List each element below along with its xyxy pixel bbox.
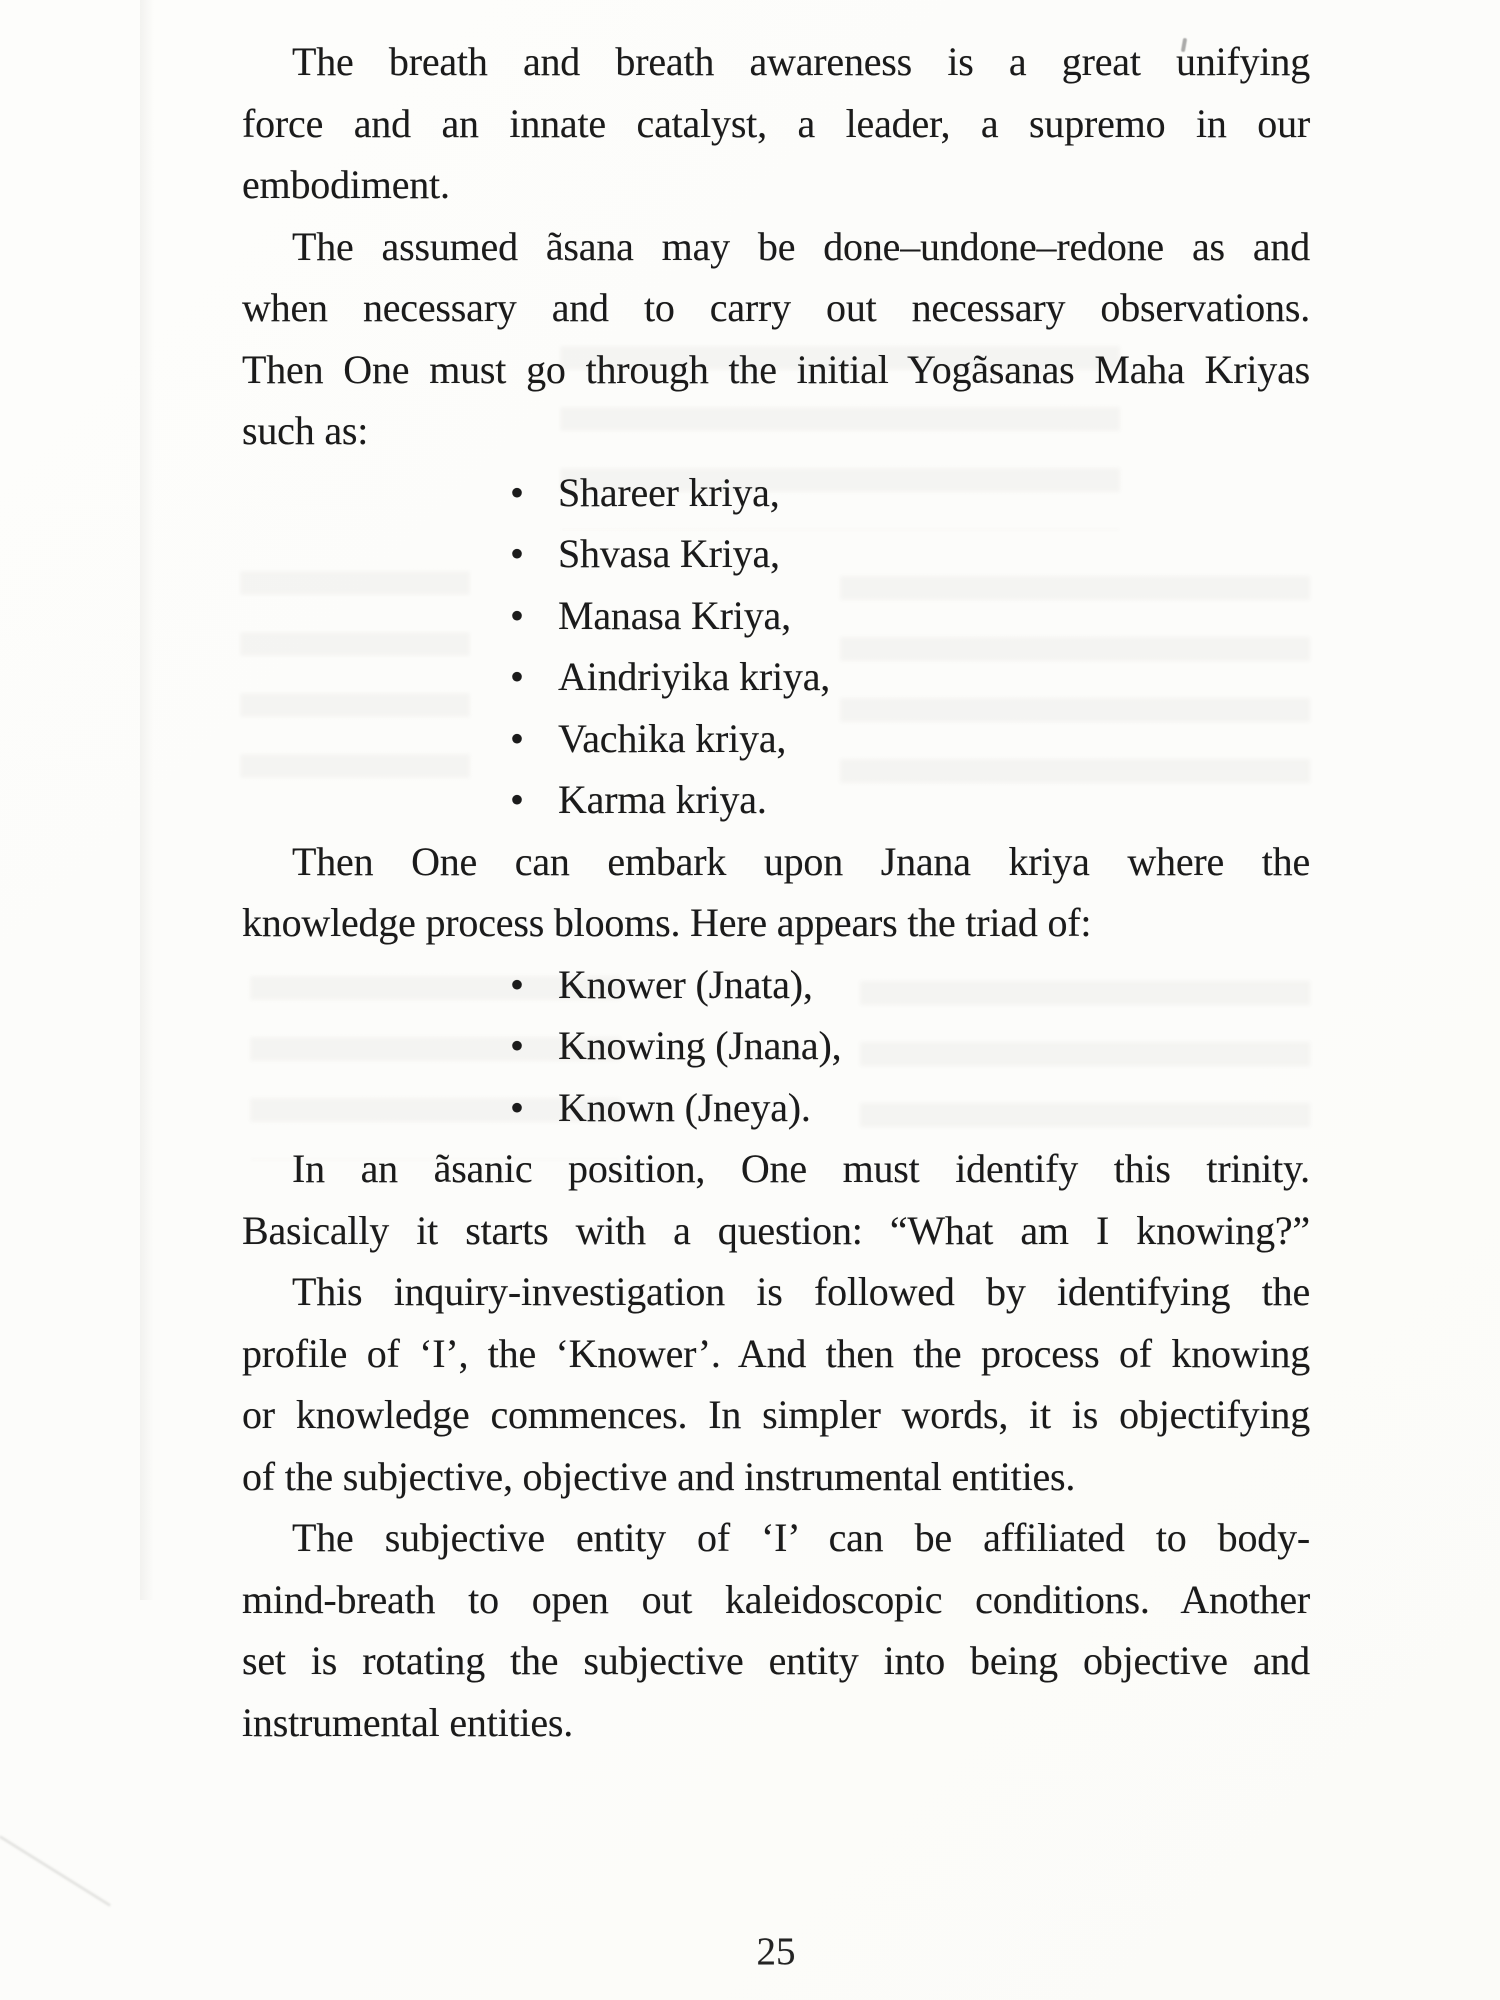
text-line: The assumed ãsana may be done–undone–redone as and <box>292 223 1310 269</box>
bullet-icon: • <box>510 531 524 576</box>
text-line: The breath and breath awareness is a great unifying <box>292 39 1310 84</box>
scan-scratch-artifact <box>0 1836 111 1907</box>
list-item <box>242 462 1310 524</box>
list-item <box>242 769 1310 831</box>
bullet-icon: • <box>510 715 524 761</box>
bullet-icon: • <box>510 1023 524 1068</box>
list-item <box>242 708 1310 770</box>
paragraph <box>242 1507 1310 1753</box>
list-item <box>242 646 1310 708</box>
paragraph <box>242 831 1310 954</box>
text-column <box>242 31 1310 1753</box>
list-item-text: Shareer kriya, <box>558 469 780 515</box>
list-item-text: Known (Jneya). <box>558 1084 811 1130</box>
text-line: such as: <box>242 408 369 453</box>
list-item-text: Knowing (Jnana), <box>558 1023 842 1068</box>
text-line: when necessary and to carry out necessary observations. <box>242 285 1310 330</box>
paragraph <box>242 31 1310 216</box>
list-item-text: Knower (Jnata), <box>558 961 813 1007</box>
text-line: instrumental entities. <box>242 1699 574 1745</box>
text-line: mind-breath to open out kaleidoscopic conditions. Another <box>242 1576 1310 1622</box>
list-item-text: Vachika kriya, <box>558 715 787 761</box>
page-number: 25 <box>756 1930 796 1973</box>
list-item <box>242 1015 1310 1077</box>
bullet-icon: • <box>510 961 524 1007</box>
text-line: embodiment. <box>242 162 450 207</box>
bullet-icon: • <box>510 592 524 638</box>
text-line: Then One can embark upon Jnana kriya where the <box>292 838 1310 884</box>
paragraph <box>242 216 1310 462</box>
text-line: This inquiry-investigation is followed by identifying the <box>292 1269 1310 1314</box>
bullet-icon: • <box>510 469 524 515</box>
text-line: force and an innate catalyst, a leader, a supremo in our <box>242 100 1310 146</box>
text-line: or knowledge commences. In simpler words, it is objectifying <box>242 1392 1310 1437</box>
text-line: set is rotating the subjective entity into being objective and <box>242 1638 1310 1683</box>
bullet-list <box>242 954 1310 1139</box>
bullet-icon: • <box>510 654 524 699</box>
text-line: The subjective entity of ‘I’ can be affiliated to body- <box>292 1515 1310 1560</box>
text-line: Then One must go through the initial Yogãsanas Maha Kriyas <box>242 346 1310 392</box>
text-line: knowledge process blooms. Here appears the triad of: <box>242 900 1092 945</box>
bullet-icon: • <box>510 1084 524 1130</box>
list-item <box>242 1077 1310 1139</box>
paragraph <box>242 1138 1310 1261</box>
list-item-text: Shvasa Kriya, <box>558 531 780 576</box>
list-item-text: Aindriyika kriya, <box>558 654 831 699</box>
paragraph <box>242 1261 1310 1507</box>
list-item-text: Manasa Kriya, <box>558 592 791 638</box>
list-item <box>242 523 1310 585</box>
list-item <box>242 585 1310 647</box>
text-line: Basically it starts with a question: “What am I knowing?” <box>242 1207 1310 1253</box>
bullet-list <box>242 462 1310 831</box>
text-line: of the subjective, objective and instrumental entities. <box>242 1453 1076 1499</box>
text-line: profile of ‘I’, the ‘Knower’. And then the process of knowing <box>242 1330 1310 1376</box>
bullet-icon: • <box>510 777 524 822</box>
scan-gutter-shadow <box>140 0 154 1600</box>
text-line: In an ãsanic position, One must identify this trinity. <box>292 1146 1310 1191</box>
list-item-text: Karma kriya. <box>558 777 767 822</box>
list-item <box>242 954 1310 1016</box>
